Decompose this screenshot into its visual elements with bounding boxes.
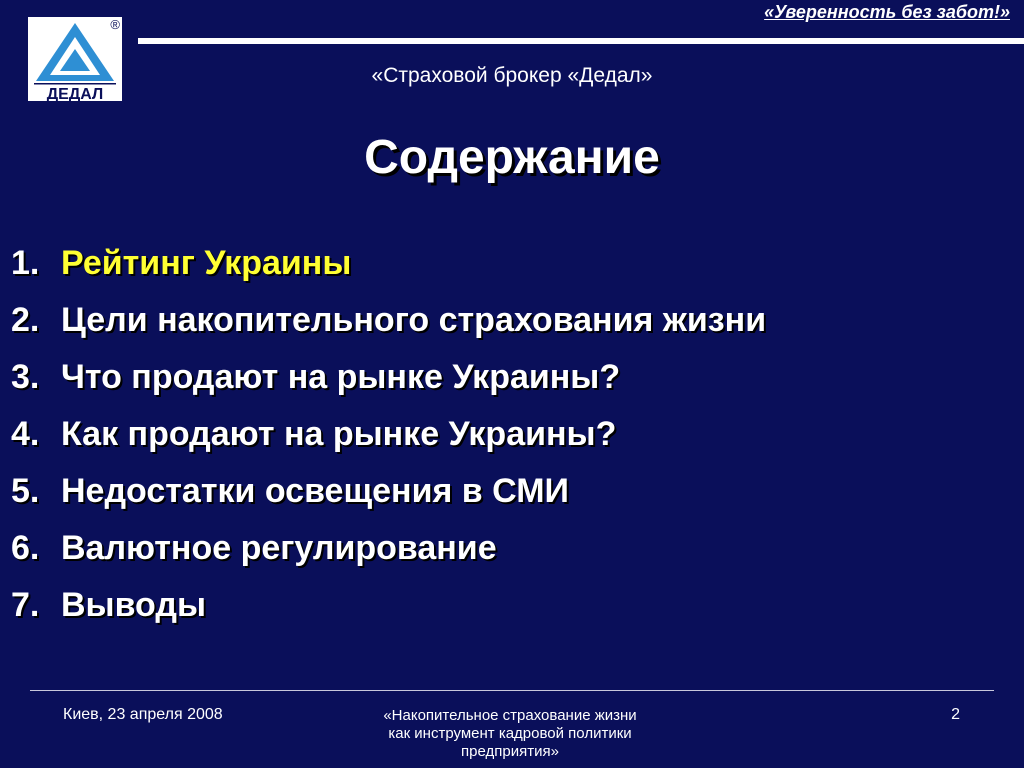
toc-item-2[interactable] — [11, 301, 766, 358]
toc-item-4[interactable] — [11, 415, 766, 472]
subtitle: «Страховой брокер «Дедал» — [371, 64, 653, 87]
page-title: Содержание — [364, 131, 660, 184]
page-number: 2 — [951, 706, 960, 723]
toc-label: Как продают на рынке Украины? — [61, 415, 617, 453]
toc-item-1[interactable] — [11, 244, 766, 301]
footer-title-line: предприятия» — [461, 743, 559, 760]
table-of-contents — [11, 244, 766, 643]
toc-label: Рейтинг Украины — [61, 244, 352, 282]
toc-number: 7. — [11, 586, 40, 624]
svg-text:ДЕДАЛ: ДЕДАЛ — [46, 86, 104, 101]
toc-label: Недостатки освещения в СМИ — [61, 472, 569, 510]
toc-number: 2. — [11, 301, 40, 339]
top-rule — [138, 38, 1024, 44]
toc-number: 6. — [11, 529, 40, 567]
toc-label: Выводы — [61, 586, 206, 624]
dedal-triangle-icon — [28, 17, 122, 101]
footer-rule — [30, 690, 994, 691]
toc-item-6[interactable] — [11, 529, 766, 586]
registered-mark: ® — [110, 17, 120, 32]
toc-label: Что продают на рынке Украины? — [61, 358, 621, 396]
toc-label: Цели накопительного страхования жизни — [61, 301, 767, 339]
footer-location-date: Киев, 23 апреля 2008 — [63, 706, 223, 723]
toc-item-5[interactable] — [11, 472, 766, 529]
toc-item-7[interactable] — [11, 586, 766, 643]
dedal-logo — [28, 17, 122, 101]
toc-item-3[interactable] — [11, 358, 766, 415]
toc-number: 5. — [11, 472, 40, 510]
footer-presentation-title — [340, 707, 680, 761]
toc-number: 1. — [11, 244, 40, 282]
toc-number: 4. — [11, 415, 40, 453]
slogan: «Уверенность без забот!» — [764, 2, 1010, 22]
toc-number: 3. — [11, 358, 40, 396]
footer-title-line: как инструмент кадровой политики — [388, 725, 632, 742]
footer-title-line: «Накопительное страхование жизни — [383, 707, 637, 724]
toc-label: Валютное регулирование — [61, 529, 497, 567]
